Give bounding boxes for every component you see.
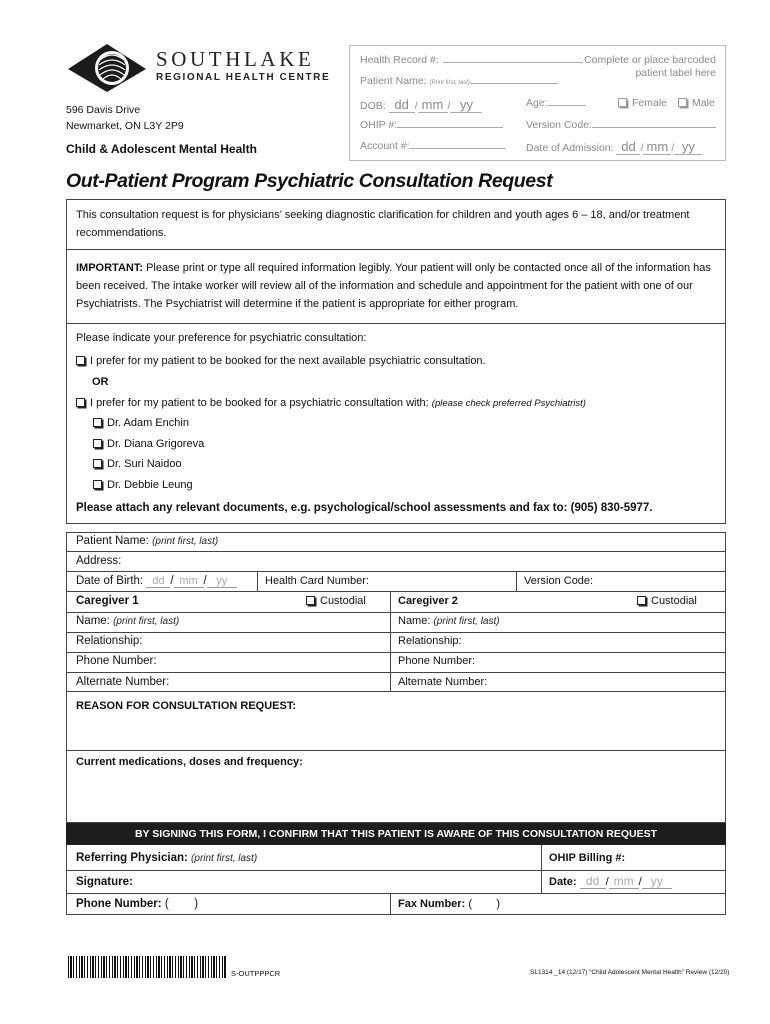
doctor-option-3[interactable]: Dr. Suri Naidoo xyxy=(93,458,182,470)
org-name: SOUTHLAKE xyxy=(156,47,315,71)
signature-label[interactable]: Signature: xyxy=(76,876,133,888)
or-label: OR xyxy=(92,376,109,388)
female-checkbox[interactable] xyxy=(618,98,627,107)
admission-dd-field[interactable]: dd xyxy=(616,139,640,155)
ohip-billing-label[interactable]: OHIP Billing #: xyxy=(549,852,626,864)
form-code: S-OUTPPPCR xyxy=(231,969,281,978)
caregiver-1-relationship[interactable]: Relationship: xyxy=(76,635,143,647)
account-row: Account #: xyxy=(360,140,506,152)
caregiver-2-alternate[interactable]: Alternate Number: xyxy=(398,676,488,688)
version-code-row: Version Code: xyxy=(526,119,716,131)
patient-name-top-field[interactable] xyxy=(470,83,558,84)
org-subtitle: REGIONAL HEALTH CENTRE xyxy=(156,72,331,83)
caregiver-2-name[interactable]: Name: (print first, last) xyxy=(398,615,500,627)
caregiver-1-alternate[interactable]: Alternate Number: xyxy=(76,676,170,688)
ohip-row: OHIP #: xyxy=(360,119,503,131)
doctor-1-checkbox[interactable] xyxy=(93,418,102,427)
address-line1: 596 Davis Drive xyxy=(66,104,141,116)
caregiver-2-title: Caregiver 2 xyxy=(398,595,458,607)
account-field[interactable] xyxy=(410,148,506,149)
dob-yy-field[interactable]: yy xyxy=(450,97,482,113)
version-code-field[interactable] xyxy=(592,127,716,128)
attach-note: Please attach any relevant documents, e.g. psychological/school assessments and fax to: (905) 830-5977. xyxy=(76,502,653,514)
intro-text: This consultation request is for physicians’ seeking diagnostic clarification for children and youth ages 6 – 18, and/or treatment recommendations. xyxy=(76,209,690,239)
caregiver-2-custodial-checkbox[interactable] xyxy=(637,596,646,605)
doctor-option-1[interactable]: Dr. Adam Enchin xyxy=(93,417,189,429)
patient-name-hint: (Print first, last) xyxy=(429,80,470,86)
important-label: IMPORTANT: xyxy=(76,262,144,274)
age-row: Age: xyxy=(526,97,586,109)
confirm-banner: BY SIGNING THIS FORM, I CONFIRM THAT THIS PATIENT IS AWARE OF THIS CONSULTATION REQUEST xyxy=(66,823,726,845)
caregiver-2-phone[interactable]: Phone Number: xyxy=(398,655,476,667)
address-row[interactable]: Address: xyxy=(76,555,122,567)
caregiver-2-custodial[interactable]: Custodial xyxy=(637,595,697,607)
address-line2: Newmarket, ON L3Y 2P9 xyxy=(66,120,184,132)
version-code-label[interactable]: Version Code: xyxy=(524,575,594,587)
barcode xyxy=(68,956,226,978)
male-checkbox[interactable] xyxy=(678,98,687,107)
doctor-option-2[interactable]: Dr. Diana Grigoreva xyxy=(93,438,204,450)
health-record-label: Health Record #: xyxy=(360,54,583,66)
caregiver-2-relationship[interactable]: Relationship: xyxy=(398,635,462,647)
caregiver-1-name[interactable]: Name: (print first, last) xyxy=(76,615,180,627)
health-card-number-label[interactable]: Health Card Number: xyxy=(265,575,369,587)
health-record-field[interactable] xyxy=(443,62,583,63)
signoff-mm-field[interactable]: mm xyxy=(609,874,639,889)
doctor-2-checkbox[interactable] xyxy=(93,439,102,448)
specific-psychiatrist-checkbox[interactable] xyxy=(76,398,85,407)
physician-fax-row[interactable]: Fax Number: ( ) xyxy=(398,898,501,910)
option2-hint: (please check preferred Psychiatrist) xyxy=(431,398,586,409)
birth-mm-field[interactable]: mm xyxy=(174,575,204,588)
logo xyxy=(66,42,148,94)
patient-name-row[interactable]: Patient Name: (print first, last) xyxy=(76,535,219,547)
doctor-3-checkbox[interactable] xyxy=(93,459,102,468)
doctor-4-checkbox[interactable] xyxy=(93,480,102,489)
option-specific-psychiatrist[interactable]: I prefer for my patient to be booked for a psychiatric consultation with: (please check preferred Psychiatrist) xyxy=(76,397,586,409)
option-next-available[interactable]: I prefer for my patient to be booked for the next available psychiatric consultation. xyxy=(76,355,486,367)
ohip-field[interactable] xyxy=(397,127,503,128)
signoff-yy-field[interactable]: yy xyxy=(642,874,672,889)
dob-row: DOB: dd / mm / yy xyxy=(360,97,482,113)
admission-yy-field[interactable]: yy xyxy=(674,139,702,155)
patient-name-label-row: Patient Name: (Print first, last) xyxy=(360,75,558,87)
referring-physician-row[interactable]: Referring Physician: (print first, last) xyxy=(76,852,258,864)
caregiver-1-custodial-checkbox[interactable] xyxy=(306,596,315,605)
admission-row: Date of Admission: dd / mm / yy xyxy=(526,139,702,155)
caregiver-1-custodial[interactable]: Custodial xyxy=(306,595,366,607)
doctor-option-4[interactable]: Dr. Debbie Leung xyxy=(93,479,193,491)
female-option[interactable]: Female xyxy=(618,97,667,109)
next-available-checkbox[interactable] xyxy=(76,356,85,365)
age-field[interactable] xyxy=(548,105,586,106)
revision-note: SL1314 _14 (12/17) “Child Adolescent Mental Health” Review (12/20) xyxy=(530,969,730,976)
page-title: Out-Patient Program Psychiatric Consultation Request xyxy=(66,170,553,192)
important-body: Please print or type all required information legibly. Your patient will only be contacted once all of the information has been received. The intake worker will review all of the information and schedule and appointment for the patient with one of our Psychiatrists. The Psychiatrist will determine if the patient is appropriate for either program. xyxy=(76,262,711,310)
physician-hint: (print first, last) xyxy=(191,853,258,864)
caregiver-1-title: Caregiver 1 xyxy=(76,595,139,607)
signoff-dd-field[interactable]: dd xyxy=(580,874,606,889)
signoff-date-row[interactable]: Date: dd / mm / yy xyxy=(549,874,672,889)
medications-label: Current medications, doses and frequency: xyxy=(76,756,303,768)
dob-dd-field[interactable]: dd xyxy=(389,97,415,113)
important-text xyxy=(76,259,718,313)
admission-mm-field[interactable]: mm xyxy=(643,139,671,155)
eye-logo-icon xyxy=(66,42,148,94)
dob-mm-field[interactable]: mm xyxy=(418,97,448,113)
male-option[interactable]: Male xyxy=(678,97,715,109)
department: Child & Adolescent Mental Health xyxy=(66,142,257,156)
date-of-birth-row[interactable]: Date of Birth: dd / mm / yy xyxy=(76,575,237,588)
preference-heading: Please indicate your preference for psychiatric consultation: xyxy=(76,332,367,344)
birth-yy-field[interactable]: yy xyxy=(207,575,237,588)
birth-dd-field[interactable]: dd xyxy=(146,575,170,588)
barcode-note: Complete or place barcoded patient label here xyxy=(584,54,716,79)
reason-label: REASON FOR CONSULTATION REQUEST: xyxy=(76,700,296,712)
physician-phone-row[interactable]: Phone Number: ( ) xyxy=(76,898,199,910)
patient-name-hint-small: (print first, last) xyxy=(152,536,219,547)
caregiver-1-phone[interactable]: Phone Number: xyxy=(76,655,157,667)
